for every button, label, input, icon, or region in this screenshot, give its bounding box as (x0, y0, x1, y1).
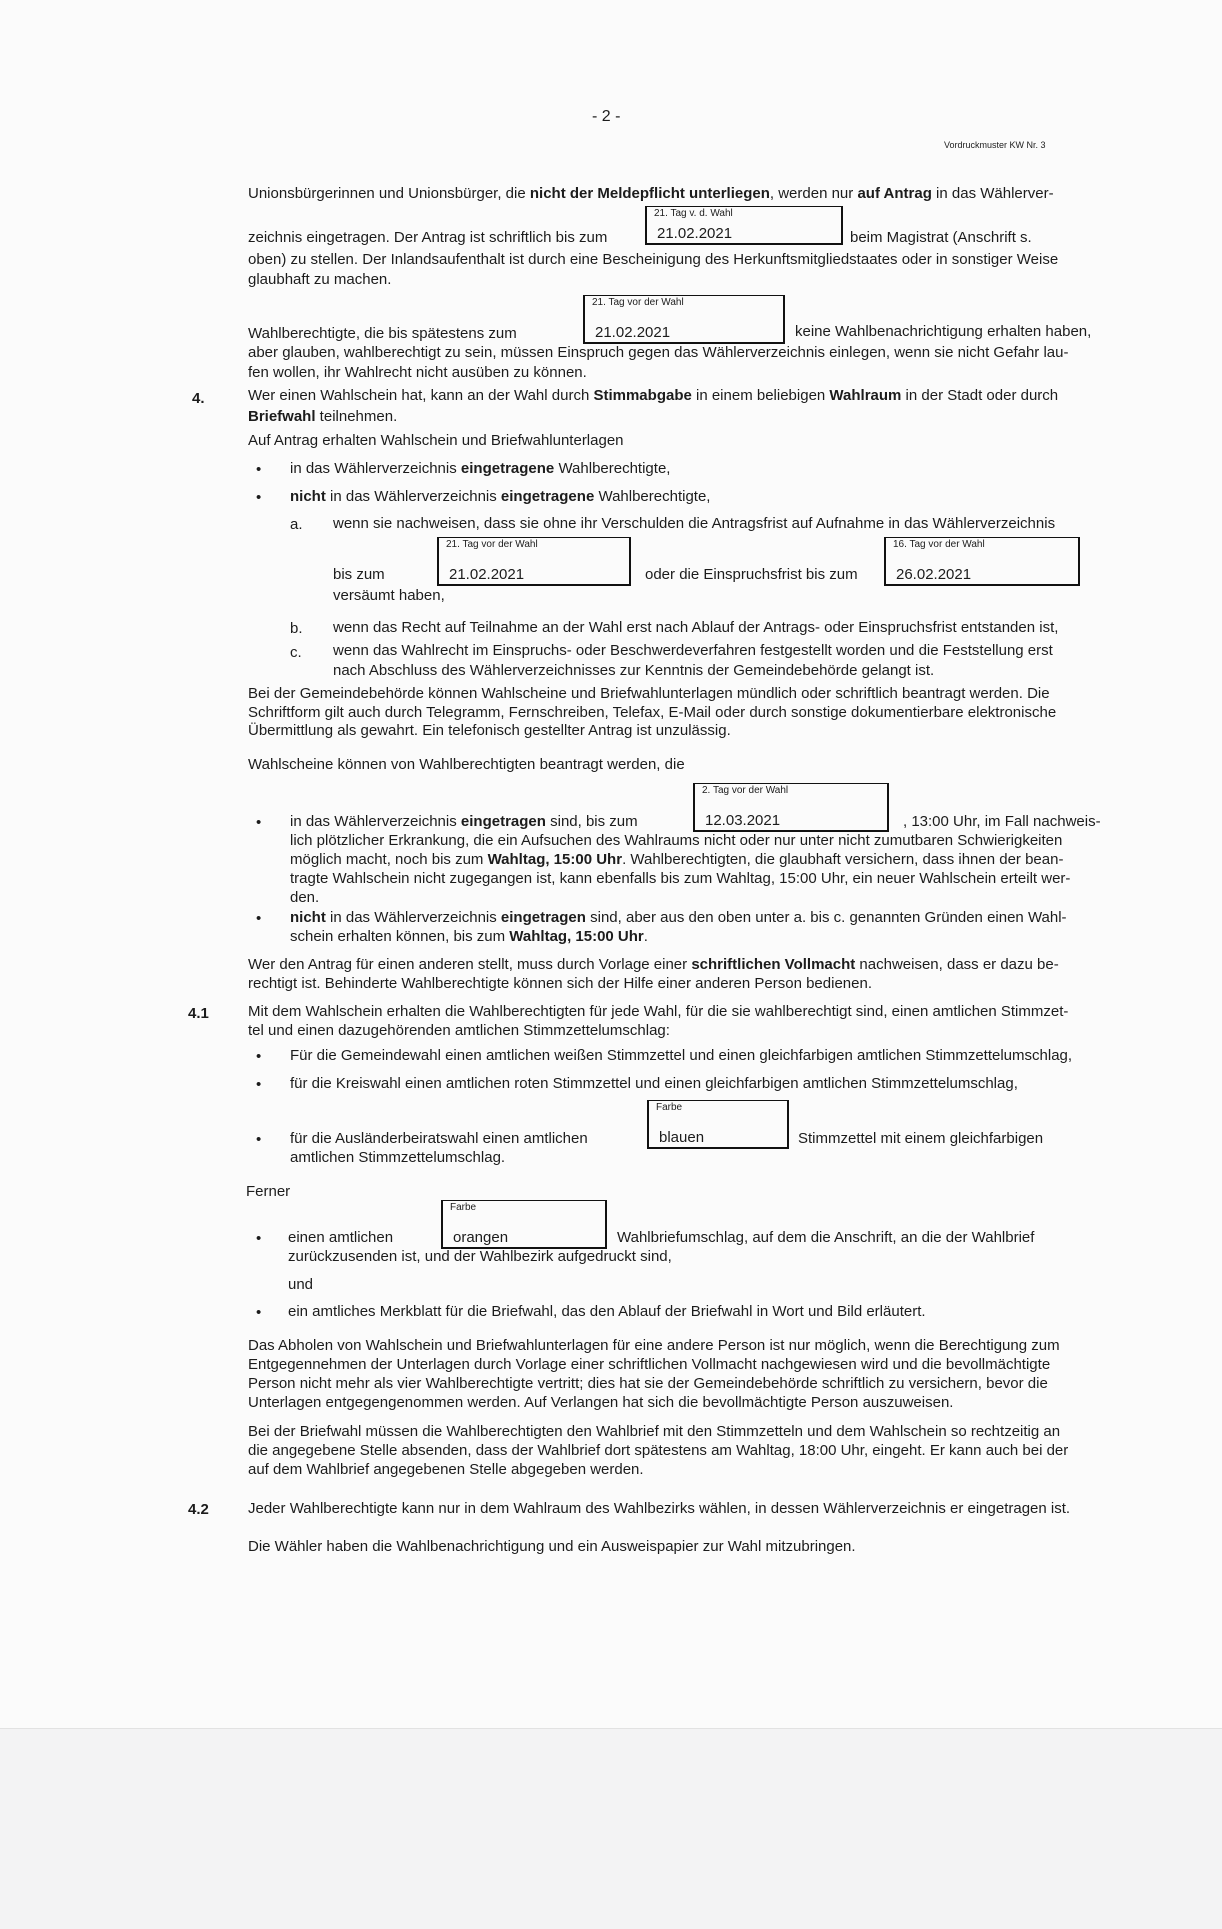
s41-bullet3-line2: amtlichen Stimmzettelumschlag. (290, 1149, 506, 1166)
color-field-value: blauen (659, 1129, 705, 1146)
bullet: • (256, 1131, 262, 1148)
s4-line3: Auf Antrag erhalten Wahlschein und Briefwahlunterlagen (248, 432, 624, 449)
s41-para1-line4: Unterlagen entgegengenommen werden. Auf Verlangen hat sich die bevollmächtigte Person auszuweisen. (248, 1394, 954, 1411)
date-field-box (693, 783, 889, 832)
s4-req-bullet1-line3: möglich macht, noch bis zum Wahltag, 15:00 Uhr. Wahlberechtigten, die glaubhaft versichern, dass ihnen der bean- (290, 851, 1064, 868)
date-field-label: 21. Tag vor der Wahl (592, 297, 684, 308)
date-field-value: 21.02.2021 (449, 566, 525, 583)
color-field-label: Farbe (656, 1102, 683, 1113)
s4-para-line2: Schriftform gilt auch durch Telegramm, Fernschreiben, Telefax, E-Mail oder durch sonstige dokumentierbare elektronische (248, 704, 1057, 721)
s4-proxy-line2: rechtigt ist. Behinderte Wahlberechtigte können sich der Hilfe einer anderen Person bedienen. (248, 975, 872, 992)
bullet: • (256, 1048, 262, 1065)
bullet: • (256, 1076, 262, 1093)
s4-proxy-line1: Wer den Antrag für einen anderen stellt, muss durch Vorlage einer schriftlichen Vollmacht nachweisen, dass er dazu be- (248, 956, 1059, 973)
s4-req-bullet2-line1: nicht in das Wählerverzeichnis eingetragen sind, aber aus den oben unter a. bis c. genannten Gründen einen Wahl- (290, 909, 1067, 926)
page-number: - 2 - (592, 108, 621, 125)
date-field-box (437, 537, 631, 586)
p2-line3: fen wollen, ihr Wahlrecht nicht ausüben zu können. (248, 364, 587, 381)
s41-und: und (288, 1276, 314, 1293)
s4-bullet1: in das Wählerverzeichnis eingetragene Wahlberechtigte, (290, 460, 671, 477)
s41-bullet3b: Stimmzettel mit einem gleichfarbigen (798, 1130, 1044, 1147)
s4-a-line3: versäumt haben, (333, 587, 445, 604)
bullet: • (256, 489, 262, 506)
date-field-box (583, 295, 785, 344)
date-field-box (884, 537, 1080, 586)
s41-bullet2: für die Kreiswahl einen amtlichen roten Stimmzettel und einen gleichfarbigen amtlichen Stimmzettelumschlag, (290, 1075, 1018, 1092)
s4-c-line1: wenn das Wahlrecht im Einspruchs- oder Beschwerdeverfahren festgestellt worden und die Feststellung erst (333, 642, 1053, 659)
s41-line1: Mit dem Wahlschein erhalten die Wahlberechtigten für jede Wahl, für die sie wahlberechtigt sind, einen amtlichen Stimmzet- (248, 1003, 1069, 1020)
s4-c-line2: nach Abschluss des Wählerverzeichnisses zur Kenntnis der Gemeindebehörde gelangt ist. (333, 662, 935, 679)
s4-req-bullet1-line1: in das Wählerverzeichnis eingetragen sind, bis zum (290, 813, 638, 830)
s41-para1-line3: Person nicht mehr als vier Wahlberechtigte vertritt; dies hat sie der Gemeindebehörde schriftlich zu versichern, bevor die (248, 1375, 1048, 1392)
s4-line2: Briefwahl teilnehmen. (248, 408, 398, 425)
s4-a-line2b: oder die Einspruchsfrist bis zum (645, 566, 858, 583)
s4-a-line1: wenn sie nachweisen, dass sie ohne ihr Verschulden die Antragsfrist auf Aufnahme in das Wählerverzeichnis (333, 515, 1056, 532)
s41-bullet4b: Wahlbriefumschlag, auf dem die Anschrift, an die der Wahlbrief (617, 1229, 1035, 1246)
s42-line1: Jeder Wahlberechtigte kann nur in dem Wahlraum des Wahlbezirks wählen, in dessen Wählerverzeichnis er eingetragen ist. (248, 1500, 1071, 1517)
s4-bullet2: nicht in das Wählerverzeichnis eingetragene Wahlberechtigte, (290, 488, 711, 505)
s41-line2: tel und einen dazugehörenden amtlichen Stimmzettelumschlag: (248, 1022, 670, 1039)
s41-para1-line2: Entgegennehmen der Unterlagen durch Vorlage einer schriftlichen Vollmacht nachgewiesen wird und die bevollmächtigte (248, 1356, 1051, 1373)
s41-bullet5: ein amtliches Merkblatt für die Briefwahl, das den Ablauf der Briefwahl in Wort und Bild erläutert. (288, 1303, 926, 1320)
form-reference: Vordruckmuster KW Nr. 3 (944, 140, 1046, 150)
date-field-value: 21.02.2021 (657, 225, 733, 242)
s4-line1: Wer einen Wahlschein hat, kann an der Wahl durch Stimmabgabe in einem beliebigen Wahlraum in der Stadt oder durch (248, 387, 1059, 404)
color-field-value: orangen (453, 1229, 509, 1246)
section-number: 4. (192, 390, 205, 407)
s4-request-intro: Wahlscheine können von Wahlberechtigten beantragt werden, die (248, 756, 685, 773)
date-field-label: 21. Tag vor der Wahl (446, 539, 538, 550)
s41-bullet3a: für die Ausländerbeiratswahl einen amtlichen (290, 1130, 588, 1147)
color-field-box (441, 1200, 607, 1249)
bullet: • (256, 1304, 262, 1321)
p1-line2b: beim Magistrat (Anschrift s. (850, 229, 1032, 246)
list-marker-b: b. (290, 620, 303, 637)
page-bottom-margin (0, 1728, 1222, 1929)
section-number: 4.1 (188, 1005, 209, 1022)
s41-bullet4a: einen amtlichen (288, 1229, 394, 1246)
s4-para-line3: Übermittlung als gewahrt. Ein telefonisch gestellter Antrag ist unzulässig. (248, 722, 731, 739)
s41-bullet1: Für die Gemeindewahl einen amtlichen weißen Stimmzettel und einen gleichfarbigen amtlichen Stimmzettelumschlag, (290, 1047, 1073, 1064)
date-field-value: 21.02.2021 (595, 324, 671, 341)
s4-req-bullet1-line1-end: , 13:00 Uhr, im Fall nachweis- (903, 813, 1101, 830)
bullet: • (256, 461, 262, 478)
p1-line1: Unionsbürgerinnen und Unionsbürger, die nicht der Meldepflicht unterliegen, werden nur auf Antrag in das Wählerver- (248, 185, 1054, 202)
s4-b-line: wenn das Recht auf Teilnahme an der Wahl erst nach Ablauf der Antrags- oder Einspruchsfrist entstanden ist, (333, 619, 1059, 636)
s4-req-bullet1-line5: den. (290, 889, 320, 906)
p1-line4: glaubhaft zu machen. (248, 271, 392, 288)
s41-para2-line3: auf dem Wahlbrief angegebenen Stelle abgegeben werden. (248, 1461, 644, 1478)
p1-line2a: zeichnis eingetragen. Der Antrag ist schriftlich bis zum (248, 229, 608, 246)
s4-req-bullet1-line2: lich plötzlicher Erkrankung, die ein Aufsuchen des Wahlraums nicht oder nur unter nicht zumutbaren Schwierigkeiten (290, 832, 1063, 849)
date-field-label: 21. Tag v. d. Wahl (654, 208, 733, 219)
bullet: • (256, 1230, 262, 1247)
color-field-label: Farbe (450, 1202, 477, 1213)
s41-bullet4-line2: zurückzusenden ist, und der Wahlbezirk aufgedruckt sind, (288, 1248, 672, 1265)
s41-para2-line2: die angegebene Stelle absenden, dass der Wahlbrief dort spätestens am Wahltag, 18:00 Uhr, eingeht. Er kann auch bei der (248, 1442, 1069, 1459)
p1-line3: oben) zu stellen. Der Inlandsaufenthalt ist durch eine Bescheinigung des Herkunftsmitgliedstaates oder in sonstiger Weise (248, 251, 1059, 268)
color-field-box (647, 1100, 789, 1149)
bullet: • (256, 814, 262, 831)
p2-line2: aber glauben, wahlberechtigt zu sein, müssen Einspruch gegen das Wählerverzeichnis einlegen, wenn sie nicht Gefahr lau- (248, 344, 1069, 361)
date-field-value: 12.03.2021 (705, 812, 781, 829)
date-field-label: 2. Tag vor der Wahl (702, 785, 789, 796)
bullet: • (256, 910, 262, 927)
s41-para2-line1: Bei der Briefwahl müssen die Wahlberechtigten den Wahlbrief mit den Stimmzetteln und dem Wahlschein so rechtzeitig an (248, 1423, 1061, 1440)
s4-req-bullet1-line4: tragte Wahlschein nicht zugegangen ist, kann ebenfalls bis zum Wahltag, 15:00 Uhr, ein neuer Wahlschein erteilt wer- (290, 870, 1071, 887)
p2-line1b: keine Wahlbenachrichtigung erhalten haben, (795, 323, 1092, 340)
section-number: 4.2 (188, 1501, 209, 1518)
list-marker-a: a. (290, 516, 303, 533)
s41-ferner: Ferner (246, 1183, 291, 1200)
date-field-label: 16. Tag vor der Wahl (893, 539, 985, 550)
date-field-box (645, 206, 843, 245)
list-marker-c: c. (290, 644, 302, 661)
date-field-value: 26.02.2021 (896, 566, 972, 583)
s4-req-bullet2-line2: schein erhalten können, bis zum Wahltag, 15:00 Uhr. (290, 928, 648, 945)
s4-a-line2a: bis zum (333, 566, 385, 583)
s42-line2: Die Wähler haben die Wahlbenachrichtigung und ein Ausweispapier zur Wahl mitzubringen. (248, 1538, 856, 1555)
s41-para1-line1: Das Abholen von Wahlschein und Briefwahlunterlagen für eine andere Person ist nur möglich, wenn die Berechtigung zum (248, 1337, 1060, 1354)
p2-line1a: Wahlberechtigte, die bis spätestens zum (248, 325, 517, 342)
s4-para-line1: Bei der Gemeindebehörde können Wahlscheine und Briefwahlunterlagen mündlich oder schriftlich beantragt werden. Die (248, 685, 1050, 702)
